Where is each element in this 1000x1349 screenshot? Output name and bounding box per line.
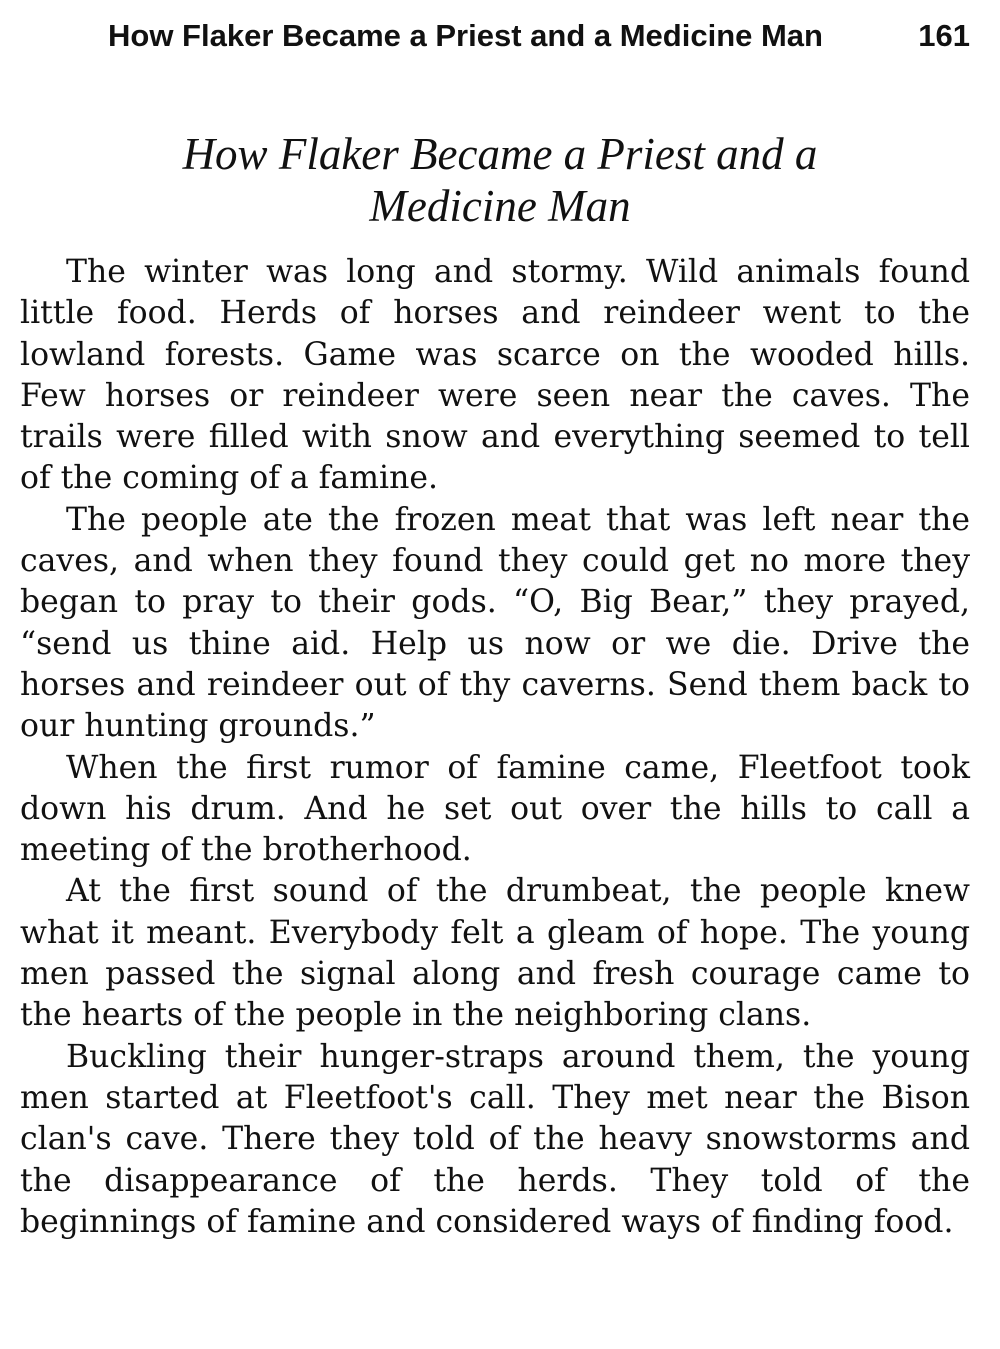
paragraph-3: When the first rumor of famine came, Fleetfoot took down his drum. And he set out over the hills to call a meeting of the brotherhood. xyxy=(20,749,970,869)
running-head-title: How Flaker Became a Priest and a Medicine Man xyxy=(108,18,823,53)
body-text xyxy=(20,252,970,1243)
page-number: 161 xyxy=(918,18,970,53)
chapter-title-line-1: How Flaker Became a Priest and a xyxy=(182,129,818,179)
running-head xyxy=(108,14,970,58)
chapter-title-line-2: Medicine Man xyxy=(369,181,631,231)
chapter-title xyxy=(60,128,940,232)
paragraph-4: At the first sound of the drumbeat, the people knew what it meant. Everybody felt a gleam of hope. The young men passed the signal along and fresh courage came to the hearts of the people in the neighboring clans. xyxy=(20,873,970,1034)
paragraph-2: The people ate the frozen meat that was left near the caves, and when they found they could get no more they began to pray to their gods. “O, Big Bear,” they prayed, “send us thine aid. Help us now or we die. Drive the horses and reindeer out of thy caverns. Send them back to our hunting grounds.” xyxy=(20,501,970,745)
paragraph-1: The winter was long and stormy. Wild animals found little food. Herds of horses and reindeer went to the lowland forests. Game was scarce on the wooded hills. Few horses or reindeer were seen near the caves. The trails were filled with snow and everything seemed to tell of the coming of a famine. xyxy=(20,254,970,497)
paragraph-5: Buckling their hunger-straps around them, the young men started at Fleetfoot's call. They met near the Bison clan's cave. There they told of the heavy snowstorms and the disappearance of the herds. They told of the beginnings of famine and considered ways of finding food. xyxy=(20,1038,970,1240)
